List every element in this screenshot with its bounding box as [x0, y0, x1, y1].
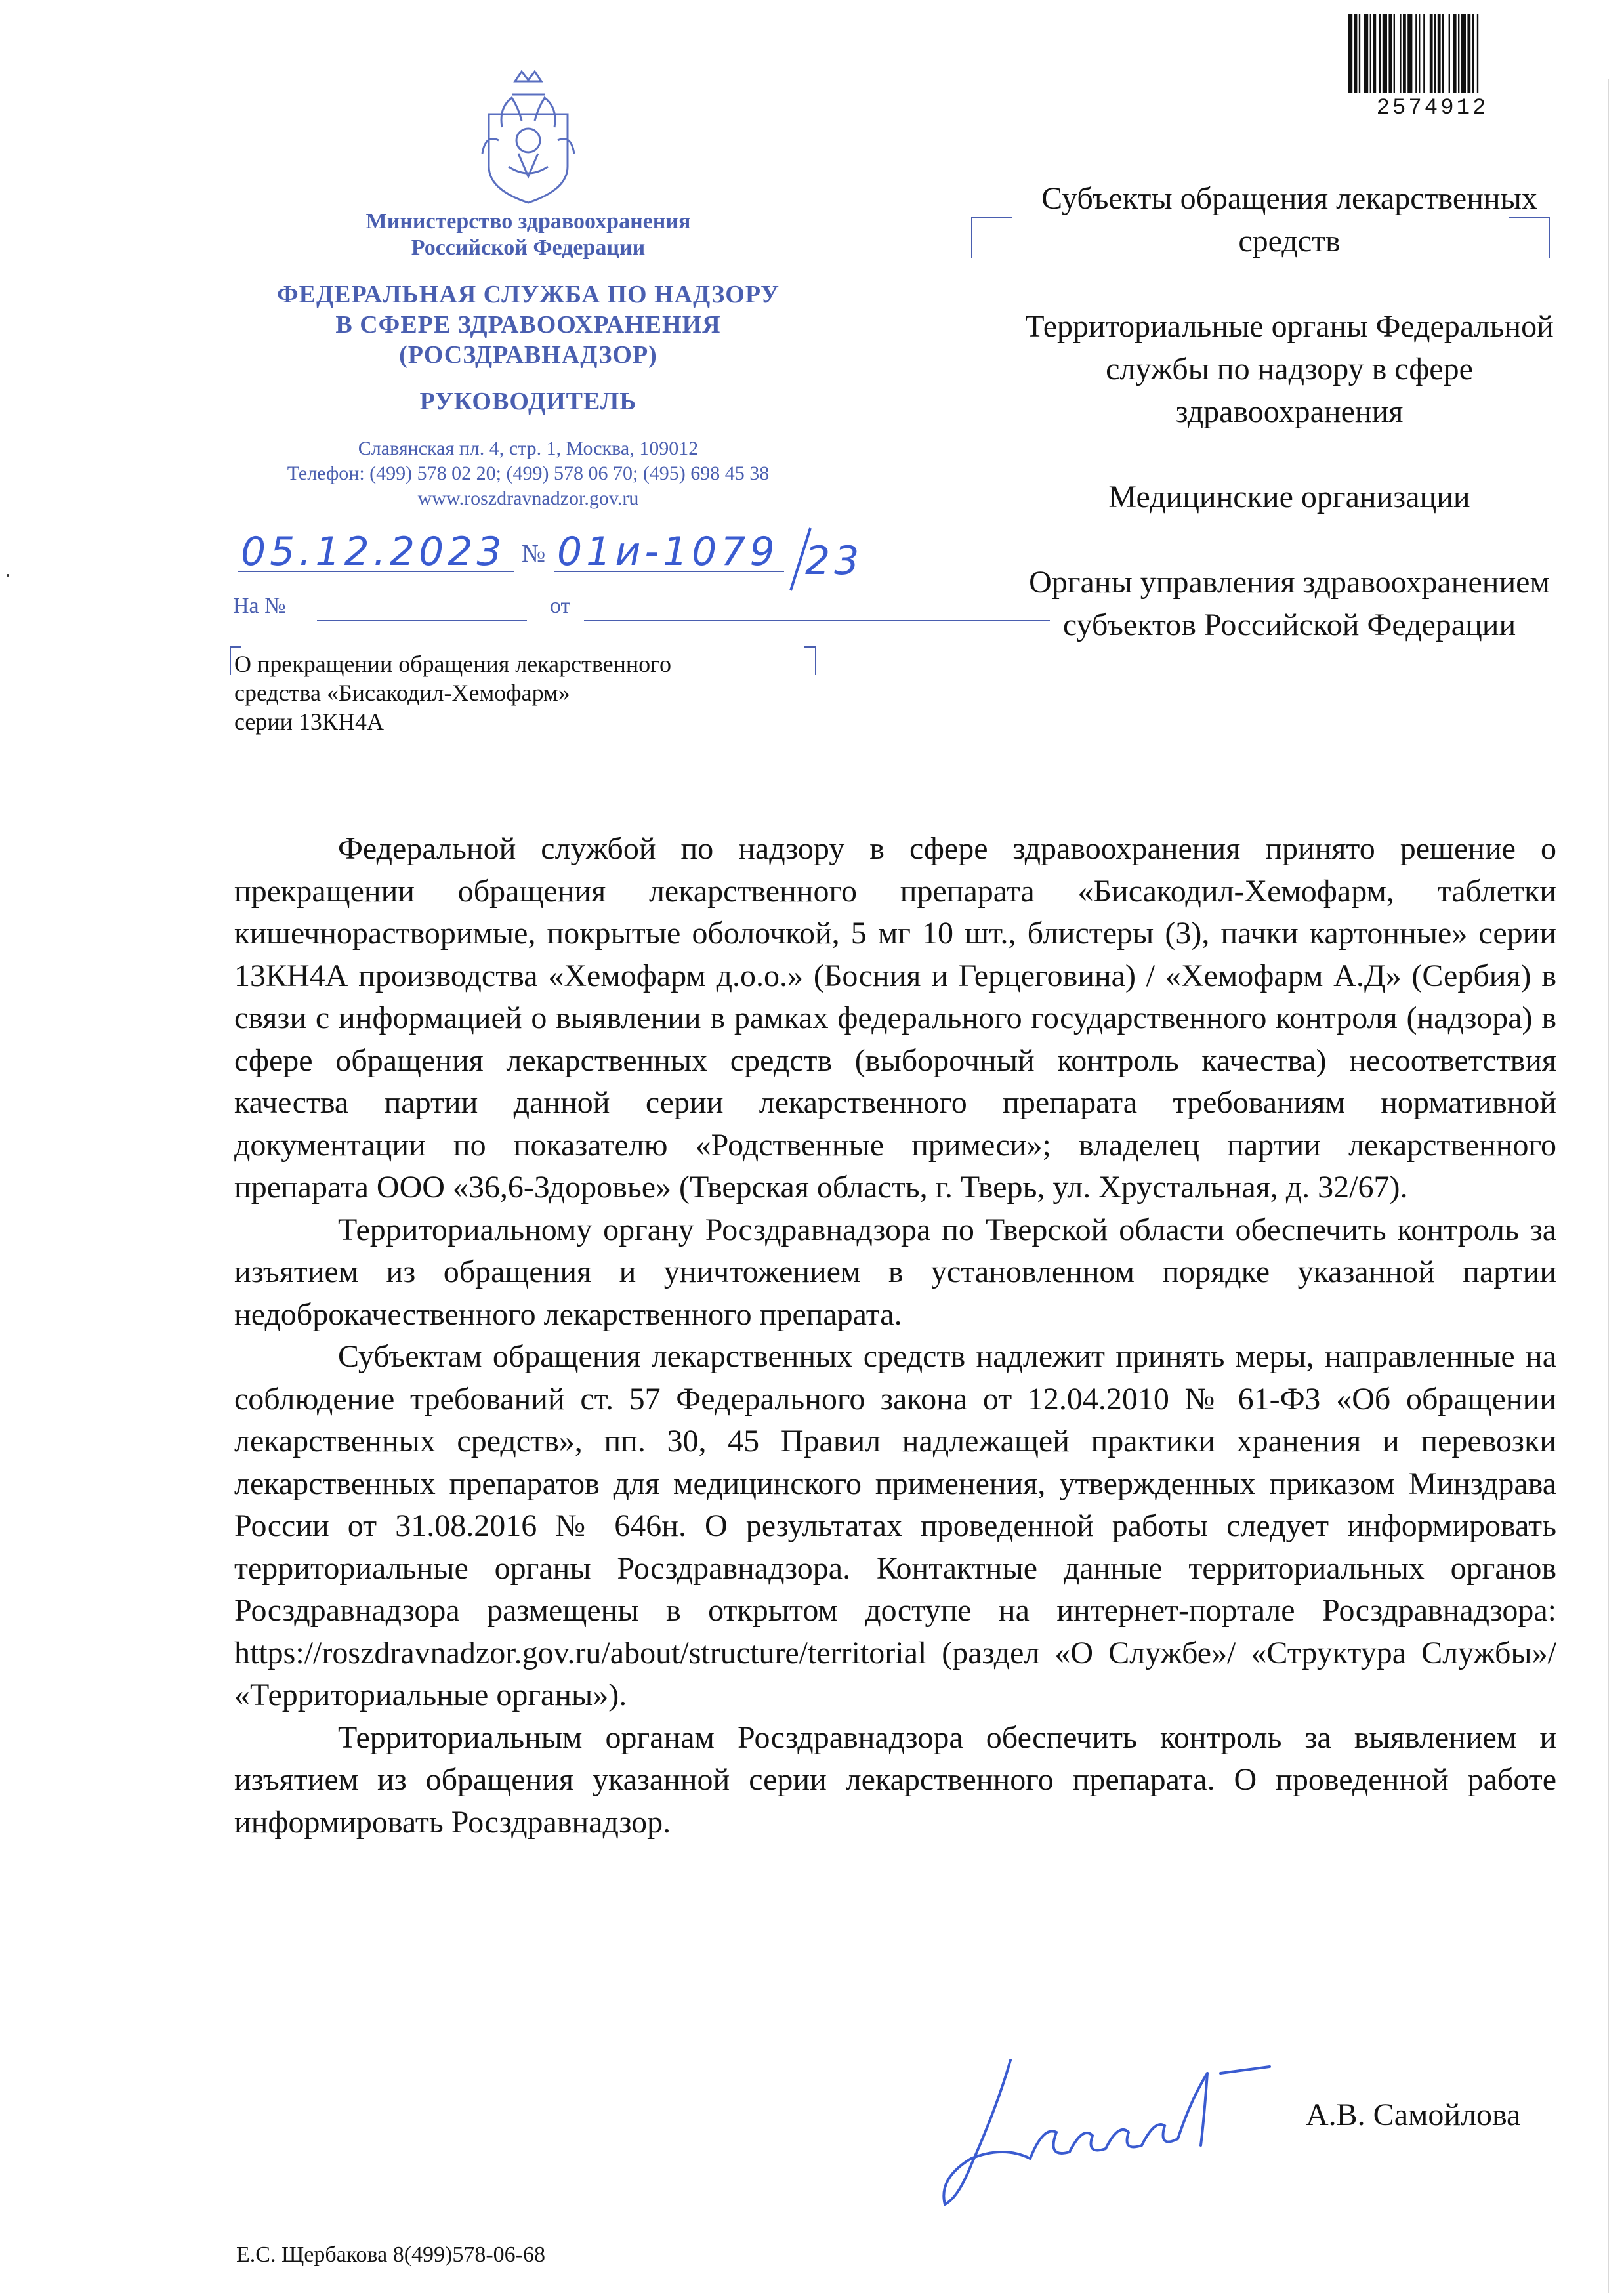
reference-date-line	[584, 620, 1050, 621]
service-name	[197, 279, 860, 370]
scan-dot	[7, 574, 9, 577]
barcode-bar	[1394, 14, 1395, 93]
barcode-number: 2574912	[1376, 96, 1489, 121]
barcode-bar	[1458, 14, 1459, 93]
ministry-line-1: Министерство здравоохранения	[365, 209, 691, 234]
barcode-bar	[1449, 14, 1450, 93]
subject-line-3: серии 13КН4А	[234, 709, 384, 735]
body-paragraph-3: Субъектам обращения лекарственных средств надлежит принять меры, направленные на соблюдение требований ст. 57 Федерального закона от 12.04.2010 № 61-ФЗ «Об обращении лекарственных средств», пп. 30, 45 Правил надлежащей практики хранения и перевозки лекарственных препаратов для медицинского применения, утвержденных приказом Минздрава России от 31.08.2016 № 646н. О результатах проведенной работы следует информировать территориальные органы Росздравнадзора. Контактные данные территориальных органов Росздравнадзора размещены в открытом доступе на интернет-портале Росздравнадзора: https://roszdravnadzor.gov.ru/about/structure/territorial (раздел «О Службе»/ «Структура Службы»/ «Территориальные органы»).	[234, 1339, 1556, 1712]
barcode-bar	[1415, 14, 1417, 93]
reference-number-line	[317, 620, 527, 621]
coat-of-arms-icon	[463, 68, 594, 214]
registration-number-suffix: 23	[805, 538, 864, 584]
body-paragraph-2: Территориальному органу Росздравнадзора по Тверской области обеспечить контроль за изъятием из обращения и уничтожением в установленном порядке указанной партии недоброкачественного лекарственного препарата.	[234, 1212, 1556, 1332]
barcode-bar	[1423, 14, 1425, 93]
reference-row	[233, 594, 823, 627]
barcode-bar	[1400, 14, 1401, 93]
barcode-bar	[1453, 14, 1457, 93]
barcode-bar	[1407, 14, 1412, 93]
ministry-name	[197, 209, 860, 261]
contact-block	[197, 436, 860, 511]
number-underline	[554, 571, 784, 572]
barcode-bar	[1370, 14, 1371, 93]
registration-date: 05.12.2023	[241, 529, 506, 575]
date-underline	[238, 571, 514, 572]
barcode-bar	[1373, 14, 1376, 93]
phones: Телефон: (499) 578 02 20; (499) 578 06 70; (495) 698 45 38	[287, 463, 770, 484]
barcode	[1346, 14, 1518, 93]
subject-line-2: средства «Бисакодил-Хемофарм»	[234, 680, 570, 706]
service-line-2: В СФЕРЕ ЗДРАВООХРАНЕНИЯ	[335, 311, 721, 339]
barcode-bar	[1379, 14, 1381, 93]
barcode-bar	[1364, 14, 1368, 93]
addressee-block	[1010, 177, 1568, 689]
letter-subject	[234, 650, 825, 736]
registration-row	[233, 525, 909, 597]
barcode-bar	[1461, 14, 1466, 93]
reference-label: На №	[233, 594, 286, 618]
position-title: РУКОВОДИТЕЛЬ	[419, 388, 637, 415]
addressee-corner-left	[971, 217, 1012, 258]
service-line-3: (РОСЗДРАВНАДЗОР)	[399, 341, 657, 369]
barcode-bar	[1442, 14, 1444, 93]
registration-number: 01и-1079	[557, 529, 779, 575]
scan-edge-line	[1608, 79, 1609, 2293]
executor-contact: Е.С. Щербакова 8(499)578-06-68	[236, 2242, 546, 2267]
barcode-bar	[1477, 14, 1478, 93]
addressee-4: Органы управления здравоохранением субъектов Российской Федерации	[1029, 565, 1550, 642]
barcode-bar	[1472, 14, 1474, 93]
number-sign: №	[522, 540, 546, 568]
handwritten-signature	[932, 2047, 1273, 2218]
barcode-bar	[1434, 14, 1436, 93]
website: www.roszdravnadzor.gov.ru	[417, 487, 639, 509]
body-paragraph-4: Территориальным органам Росздравнадзора обеспечить контроль за выявлением и изъятием из обращения указанной серии лекарственного препарата. О проведенной работе информировать Росздравнадзор.	[234, 1720, 1556, 1840]
reference-from-label: от	[550, 594, 571, 618]
letter-body	[234, 828, 1556, 1844]
barcode-bar	[1419, 14, 1420, 93]
addressee-1: Субъекты обращения лекарственных средств	[1041, 181, 1537, 258]
barcode-bar	[1348, 14, 1352, 93]
barcode-bar	[1388, 14, 1392, 93]
addressee-2: Территориальные органы Федеральной службы по надзору в сфере здравоохранения	[1025, 309, 1554, 429]
address: Славянская пл. 4, стр. 1, Москва, 109012	[358, 438, 699, 459]
addressee-3: Медицинские организации	[1108, 480, 1470, 514]
subject-line-1: О прекращении обращения лекарственного	[234, 651, 672, 677]
service-line-1: ФЕДЕРАЛЬНАЯ СЛУЖБА ПО НАДЗОРУ	[277, 281, 780, 308]
barcode-bar	[1438, 14, 1441, 93]
barcode-bar	[1467, 14, 1470, 93]
ministry-line-2: Российской Федерации	[411, 236, 646, 260]
barcode-bar	[1359, 14, 1360, 93]
barcode-bar	[1403, 14, 1406, 93]
barcode-bar	[1354, 14, 1358, 93]
signer-name: А.В. Самойлова	[1306, 2097, 1521, 2132]
barcode-bar	[1383, 14, 1387, 93]
barcode-bar	[1430, 14, 1433, 93]
body-paragraph-1: Федеральной службой по надзору в сфере здравоохранения принято решение о прекращении обращения лекарственного препарата «Бисакодил-Хемофарм, таблетки кишечнорастворимые, покрытые оболочкой, 5 мг 10 шт., блистеры (3), пачки картонные» серии 13КН4А производства «Хемофарм д.о.о.» (Босния и Герцеговина) / «Хемофарм А.Д» (Сербия) в связи с информацией о выявлении в рамках федерального государственного контроля (надзора) в сфере обращения лекарственных средств (выборочный контроль качества) несоответствия качества партии данной серии лекарственного препарата требованиям нормативной документации по показателю «Родственные примеси»; владелец партии лекарственного препарата ООО «36,6-Здоровье» (Тверская область, г. Тверь, ул. Хрустальная, д. 32/67).	[234, 831, 1556, 1205]
